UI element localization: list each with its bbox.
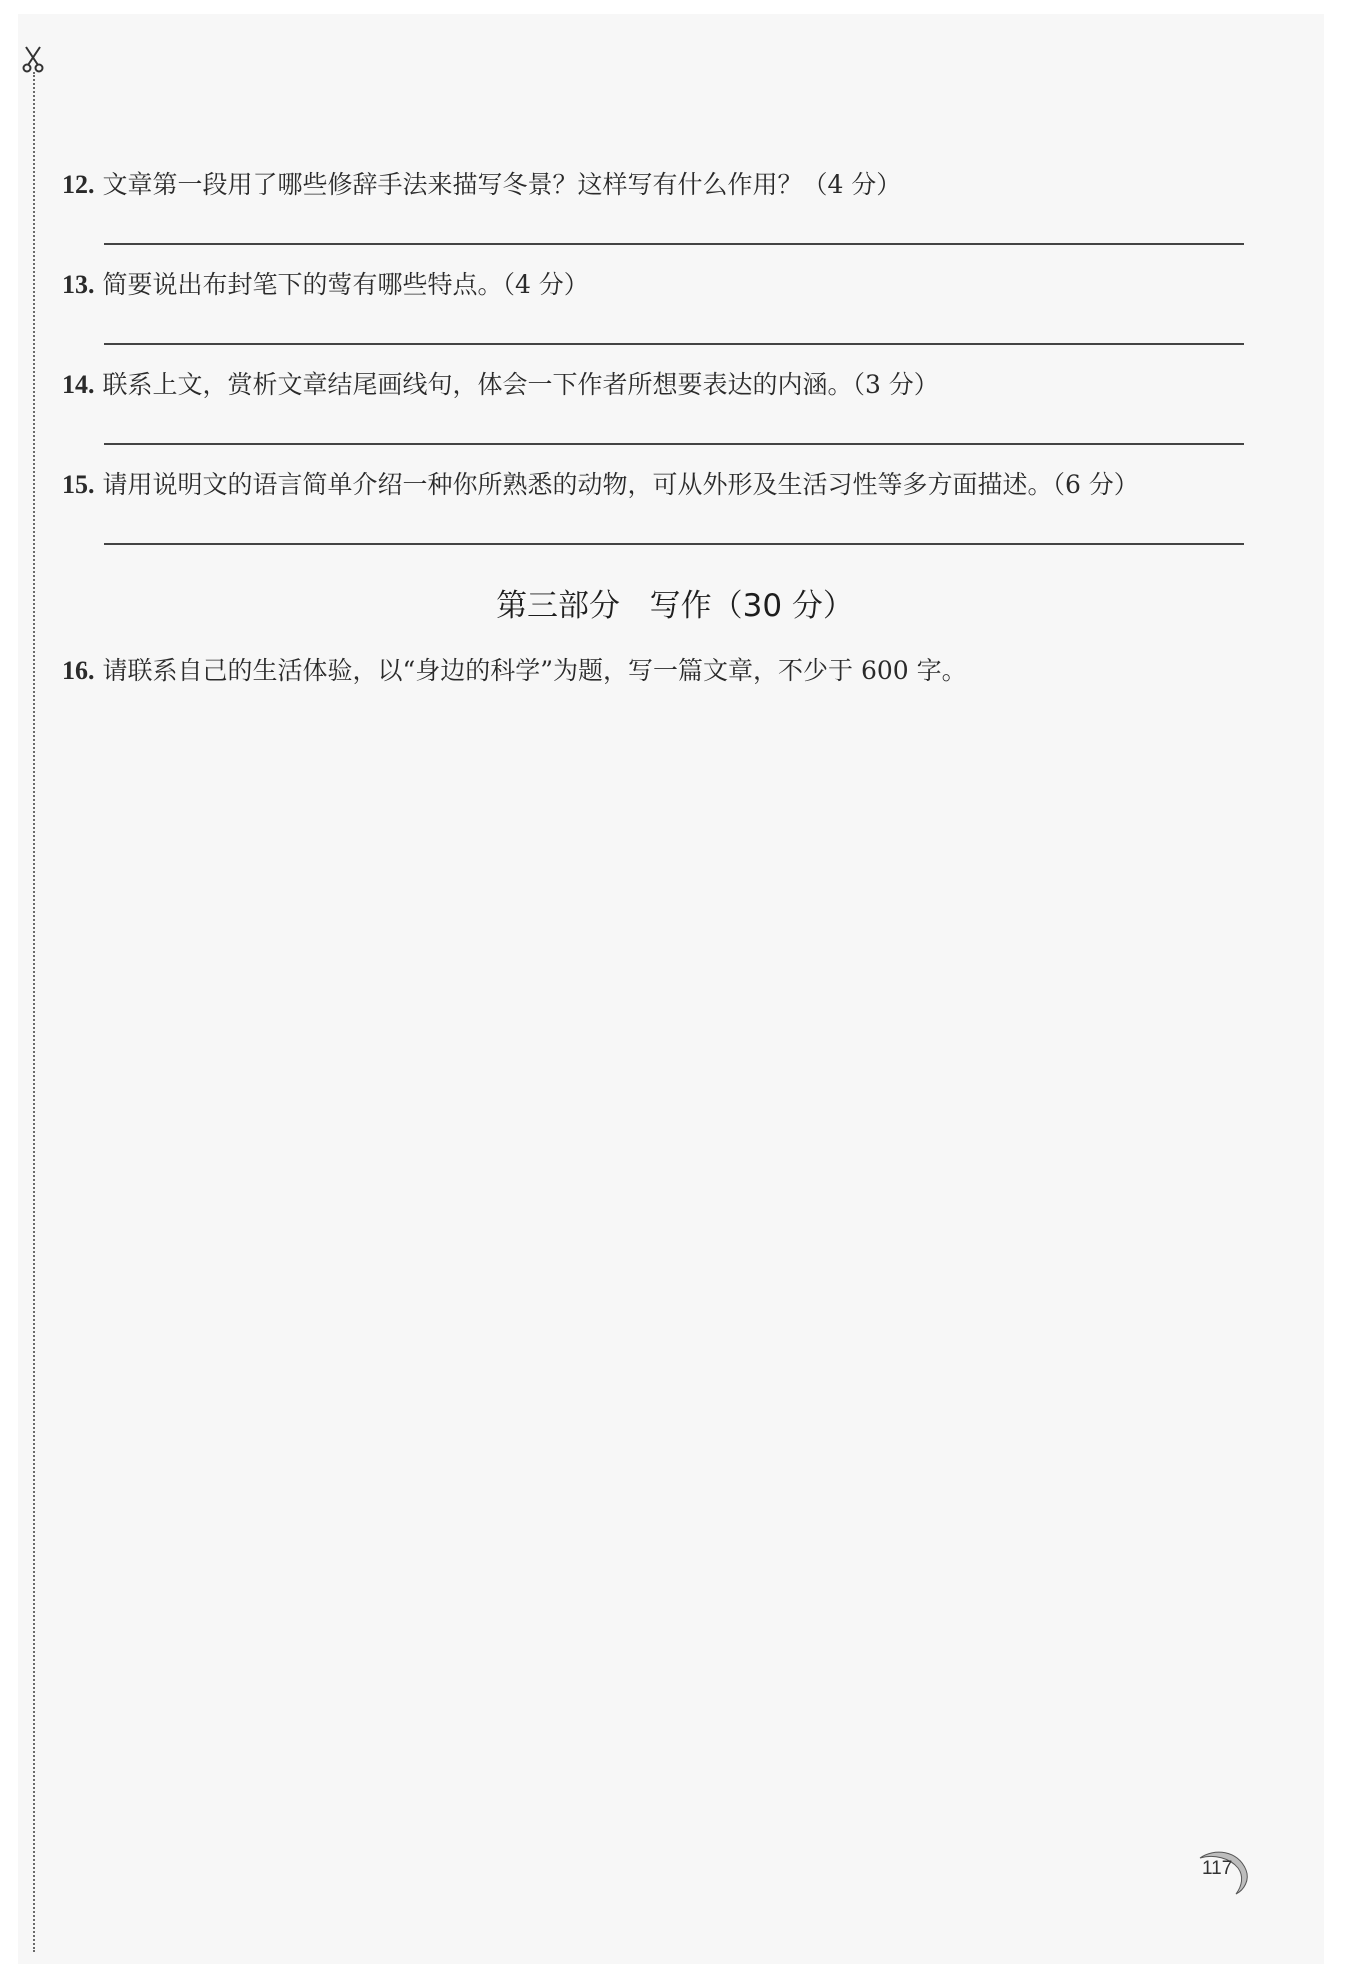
question-text: 请联系自己的生活体验，以“身边的科学”为题，写一篇文章，不少于 600 字。 [102,656,967,685]
answer-line-15[interactable] [104,543,1244,545]
page-sheet [18,14,1324,1964]
question-13 [62,268,589,302]
writing-task [62,654,967,688]
question-text: 请用说明文的语言简单介绍一种你所熟悉的动物，可从外形及生活习性等多方面描述。（6 分） [102,470,1139,499]
question-text: 简要说出布封笔下的莺有哪些特点。（4 分） [102,270,589,299]
question-14 [62,368,939,402]
question-number: 16. [62,656,95,685]
question-number: 15. [62,470,95,499]
question-12 [62,168,901,202]
section-title: 第三部分 写作（30 分） [496,588,854,624]
question-text: 联系上文，赏析文章结尾画线句，体会一下作者所想要表达的内涵。（3 分） [102,370,939,399]
question-text: 文章第一段用了哪些修辞手法来描写冬景？这样写有什么作用？（4 分） [102,170,902,199]
question-number: 13. [62,270,95,299]
question-number: 12. [62,170,95,199]
page-number-badge [1196,1846,1256,1896]
question-15 [62,468,1139,502]
answer-line-14[interactable] [104,443,1244,445]
answer-line-12[interactable] [104,243,1244,245]
scissors-icon [18,44,48,74]
answer-line-13[interactable] [104,343,1244,345]
page-number: 117 [1202,1858,1233,1879]
question-number: 14. [62,370,95,399]
cut-line [33,72,35,1952]
